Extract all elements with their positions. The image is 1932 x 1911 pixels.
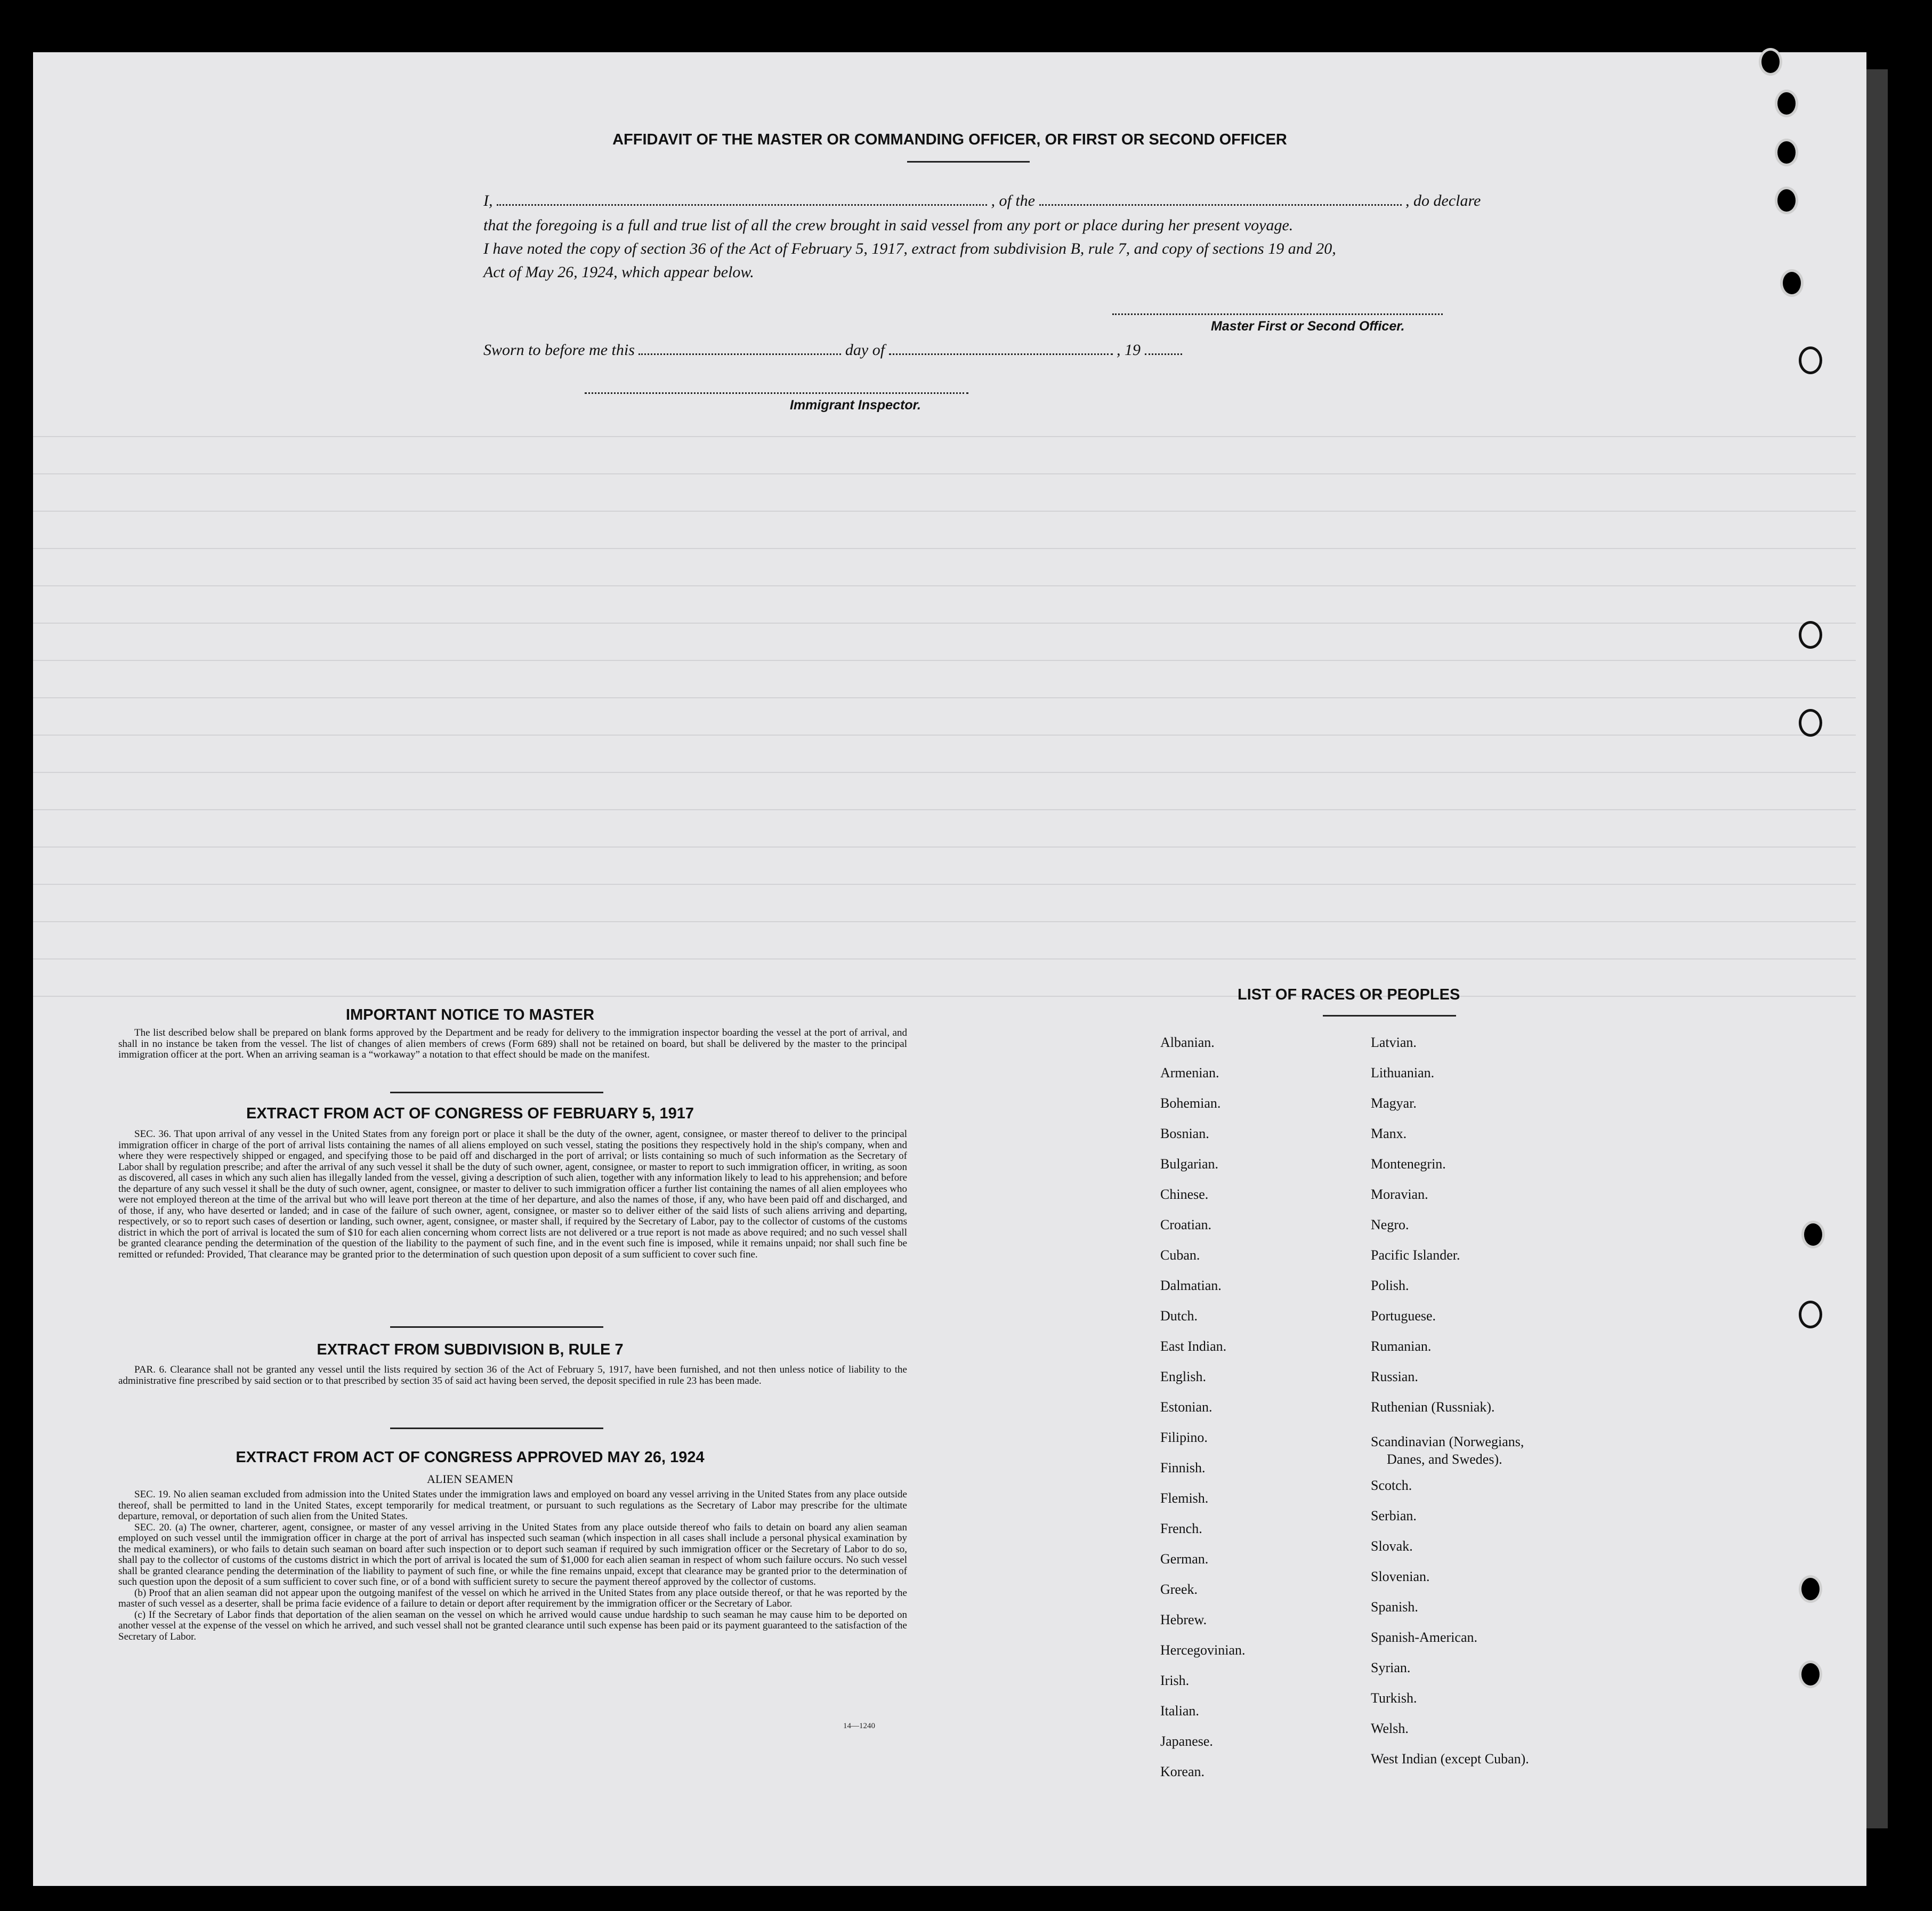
binder-hole — [1775, 187, 1798, 214]
race-item: Korean. — [1160, 1764, 1205, 1779]
race-item: Serbian. — [1371, 1508, 1417, 1523]
race-item: Hercegovinian. — [1160, 1642, 1246, 1658]
race-item: Dalmatian. — [1160, 1278, 1222, 1293]
sec-19: SEC. 19. No alien seaman excluded from admission into the United States under the immigration laws and employed on board any vessel arriving in the United States from any place outside thereof, shall be permitted to land in the United States, except temporarily for medical treatment, or pursuant to such regulations as the Secretary of Labor may prescribe for the ultimate departure, removal, or deportation of such alien from the United States. — [118, 1489, 907, 1522]
race-item: Pacific Islander. — [1371, 1247, 1460, 1263]
race-item: Cuban. — [1160, 1247, 1200, 1263]
race-item: Armenian. — [1160, 1065, 1219, 1081]
binder-hole — [1775, 90, 1798, 117]
extract-1924-subtitle: ALIEN SEAMEN — [427, 1472, 513, 1486]
race-item: Bosnian. — [1160, 1126, 1209, 1141]
affidavit-title: AFFIDAVIT OF THE MASTER OR COMMANDING OFFICER, OR FIRST OR SECOND OFFICER — [612, 131, 1287, 148]
of-the-label: , of the — [991, 192, 1035, 209]
race-item: Portuguese. — [1371, 1308, 1436, 1324]
race-item: Bulgarian. — [1160, 1156, 1219, 1172]
race-item: Albanian. — [1160, 1035, 1215, 1050]
race-item: German. — [1160, 1551, 1209, 1567]
binder-hole — [1799, 1660, 1822, 1688]
race-item: Chinese. — [1160, 1187, 1209, 1202]
race-item: Polish. — [1371, 1278, 1409, 1293]
form-number: 14—1240 — [843, 1722, 875, 1730]
notice-text: The list described below shall be prepared on blank forms approved by the Department and be ready for delivery to the immigration inspector boarding the vessel at the port of arrival, and shall in no instance be taken from the vessel. The list of changes of alien members of crews (Form 689) shall not be retained on board, but shall be delivered by the master to the principal immigration officer at the port. When an arriving seaman is a “workaway” a notation to that effect should be made on the manifest. — [118, 1027, 907, 1061]
race-item: Manx. — [1371, 1126, 1407, 1141]
race-item: Ruthenian (Russniak). — [1371, 1399, 1495, 1415]
race-item: Negro. — [1371, 1217, 1409, 1232]
binder-hole — [1799, 709, 1822, 737]
race-item: Hebrew. — [1160, 1612, 1207, 1627]
extract-rule7-text: PAR. 6. Clearance shall not be granted any vessel until the lists required by section 36 of the Act of February 5, 1917, have been furnished, and not then unless notice of liability to the administrative fine prescribed by said section or to that prescribed by section 35 of said act having been served, the deposit specified in rule 23 has been made. — [118, 1364, 907, 1386]
inspector-signature-blank — [585, 392, 968, 394]
year-blank — [1145, 353, 1182, 355]
extract-1924-title: EXTRACT FROM ACT OF CONGRESS APPROVED MAY 26, 1924 — [236, 1449, 705, 1466]
sec-20a: SEC. 20. (a) The owner, charterer, agent, consignee, or master of any vessel arriving in the United States from any place outside thereof who fails to detain on board any alien seaman employed on such vessel until the immigration officer in charge at the port of arrival has inspected such seaman (which inspection in all cases shall include a personal physical examination by the medical examiners), or who fails to detain such seaman on board after such inspection or to deport such seaman if required by such immigration officer or the Secretary of Labor to do so, shall pay to the collector of customs of the customs district in which the port of arrival is located the sum of $1,000 for each alien seaman in respect of whom such failure occurs. No such vessel shall be granted clearance pending the determination of the liability to payment of such fine, or while the fine remains unpaid, except that clearance may be granted prior to the determination of such question upon the deposit of a sum sufficient to cover such fine, or of a bond with sufficient surety to secure the payment thereof approved by the collector of customs. — [118, 1521, 907, 1588]
binder-hole — [1801, 1221, 1825, 1248]
race-item: Syrian. — [1371, 1660, 1411, 1675]
binder-hole — [1799, 621, 1822, 649]
sworn-line — [483, 341, 1182, 359]
race-item: Italian. — [1160, 1703, 1199, 1719]
vessel-blank — [1039, 204, 1402, 206]
extract-1924-text — [118, 1489, 907, 1642]
declare-label: , do declare — [1405, 192, 1481, 209]
divider — [1323, 1015, 1456, 1017]
race-item: Russian. — [1371, 1369, 1418, 1384]
binder-hole — [1759, 48, 1782, 76]
binder-hole — [1780, 269, 1804, 297]
day-of-label: day of — [845, 341, 885, 359]
race-item: Filipino. — [1160, 1430, 1208, 1445]
manifest-page — [33, 52, 1866, 1886]
race-item: Flemish. — [1160, 1490, 1209, 1506]
race-item: Finnish. — [1160, 1460, 1206, 1475]
races-left-column — [1160, 1035, 1352, 1794]
sworn-label: Sworn to before me this — [483, 341, 635, 359]
races-title: LIST OF RACES OR PEOPLES — [1238, 986, 1460, 1003]
divider — [390, 1428, 603, 1429]
race-item: Turkish. — [1371, 1690, 1417, 1706]
race-item: Spanish-American. — [1371, 1630, 1478, 1645]
extract-1917-title: EXTRACT FROM ACT OF CONGRESS OF FEBRUARY 5, 1917 — [246, 1105, 694, 1122]
race-item: Danes, and Swedes). — [1387, 1452, 1502, 1467]
race-item: Irish. — [1160, 1673, 1190, 1688]
signature-caption: Master First or Second Officer. — [1211, 319, 1405, 334]
binder-hole — [1799, 1301, 1822, 1328]
binder-hole — [1799, 1575, 1822, 1603]
divider — [907, 161, 1030, 163]
binder-hole — [1799, 346, 1822, 374]
affidavit-line-2: I have noted the copy of section 36 of the Act of February 5, 1917, extract from subdivision B, rule 7, and copy of sections 19 and 20, — [483, 240, 1336, 257]
day-blank — [638, 353, 841, 355]
race-item: Dutch. — [1160, 1308, 1198, 1324]
signature-blank — [1112, 313, 1443, 315]
races-right-column — [1371, 1035, 1669, 1781]
page-edge — [1866, 69, 1888, 1828]
race-item: French. — [1160, 1521, 1202, 1536]
race-item: Spanish. — [1371, 1599, 1418, 1615]
notice-title: IMPORTANT NOTICE TO MASTER — [345, 1006, 595, 1023]
race-item: Slovenian. — [1371, 1569, 1430, 1584]
extract-rule7-title: EXTRACT FROM SUBDIVISION B, RULE 7 — [317, 1341, 624, 1358]
race-item: West Indian (except Cuban). — [1371, 1751, 1529, 1767]
race-item: Croatian. — [1160, 1217, 1212, 1232]
affidavit-line-1: that the foregoing is a full and true list of all the crew brought in said vessel from any port or place during her present voyage. — [483, 216, 1294, 234]
divider — [390, 1092, 603, 1093]
affidavit-line-3: Act of May 26, 1924, which appear below. — [483, 263, 754, 281]
race-item: Latvian. — [1371, 1035, 1417, 1050]
race-item: English. — [1160, 1369, 1206, 1384]
divider — [390, 1326, 603, 1328]
race-item: Magyar. — [1371, 1095, 1417, 1111]
name-blank — [497, 204, 987, 206]
race-item: Montenegrin. — [1371, 1156, 1446, 1172]
race-item: Greek. — [1160, 1582, 1198, 1597]
sec-20b: (b) Proof that an alien seaman did not appear upon the outgoing manifest of the vessel on which he arrived in the United States from any place outside thereof, or that he was reported by the master of such vessel as a deserter, shall be prima facie evidence of a failure to detain or deport after requirement by the immigration officer or the Secretary of Labor. — [118, 1587, 907, 1610]
race-item: Scandinavian (Norwegians, — [1371, 1434, 1524, 1449]
sec-20c: (c) If the Secretary of Labor finds that deportation of the alien seaman on the vessel on which he arrived would cause undue hardship to such seaman he may cause him to be deported on another vessel at the expense of the vessel on which he arrived, and such vessel shall not be granted clearance until such expense has been paid or its payment guaranteed to the satisfaction of the Secretary of Labor. — [118, 1609, 907, 1642]
binder-hole — [1775, 139, 1798, 166]
race-item: Rumanian. — [1371, 1338, 1432, 1354]
race-item: Moravian. — [1371, 1187, 1428, 1202]
inspector-caption: Immigrant Inspector. — [790, 398, 921, 413]
race-item: East Indian. — [1160, 1338, 1227, 1354]
race-item: Estonian. — [1160, 1399, 1212, 1415]
race-item: Japanese. — [1160, 1733, 1213, 1749]
race-item: Slovak. — [1371, 1538, 1413, 1554]
race-item: Bohemian. — [1160, 1095, 1221, 1111]
extract-1917-text: SEC. 36. That upon arrival of any vessel in the United States from any foreign port or place it shall be the duty of the owner, agent, consignee, or master thereof to deliver to the principal immigration officer in charge of the port of arrival lists containing the names of all aliens employed on such vessel, stating the positions they respectively hold in the ship's company, when and where they were respectively shipped or engaged, and specifying those to be paid off and discharged in the port of arrival; or lists containing so much of such information as the Secretary of Labor shall by regulation prescribe; and after the arrival of any such vessel it shall be the duty of such owner, agent, consignee, or master to report to such immigration officer, in writing, as soon as discovered, all cases in which any such alien has illegally landed from the vessel, giving a description of such alien, together with any information likely to lead to his apprehension; and before the departure of any such vessel it shall be the duty of such owner, agent, consignee, or master to deliver to such immigration officer a further list containing the names of all alien employees who were not employed thereon at the time of the arrival but who will leave port thereon at the time of her departure, and also the names of those, if any, who have been paid off and discharged, and of those, if any, who have deserted or landed; and in case of the failure of such owner, agent, consignee, or master so to deliver either of the said lists of such aliens arriving and departing, respectively, or so to report such cases of desertion or landing, such owner, agent, consignee, or master shall, if required by the Secretary of Labor, pay to the collector of customs of the customs district in which the port of arrival is located the sum of $10 for each alien concerning whom correct lists are not delivered or a true report is not made as above required; and no such vessel shall be granted clearance pending the determination of the question of the liability to the payment of such fine, and in the event such fine is imposed, while it remains unpaid; nor shall such fine be remitted or refunded: Provided, That clearance may be granted prior to the determination of such question upon deposit of a sum sufficient to cover such fine. — [118, 1128, 907, 1260]
race-item: Lithuanian. — [1371, 1065, 1435, 1081]
race-item: Welsh. — [1371, 1721, 1409, 1736]
i-label: I, — [483, 192, 493, 209]
declaration-line — [483, 192, 1481, 210]
year-label: , 19 — [1117, 341, 1141, 359]
month-blank — [889, 353, 1113, 355]
race-item: Scotch. — [1371, 1478, 1412, 1493]
